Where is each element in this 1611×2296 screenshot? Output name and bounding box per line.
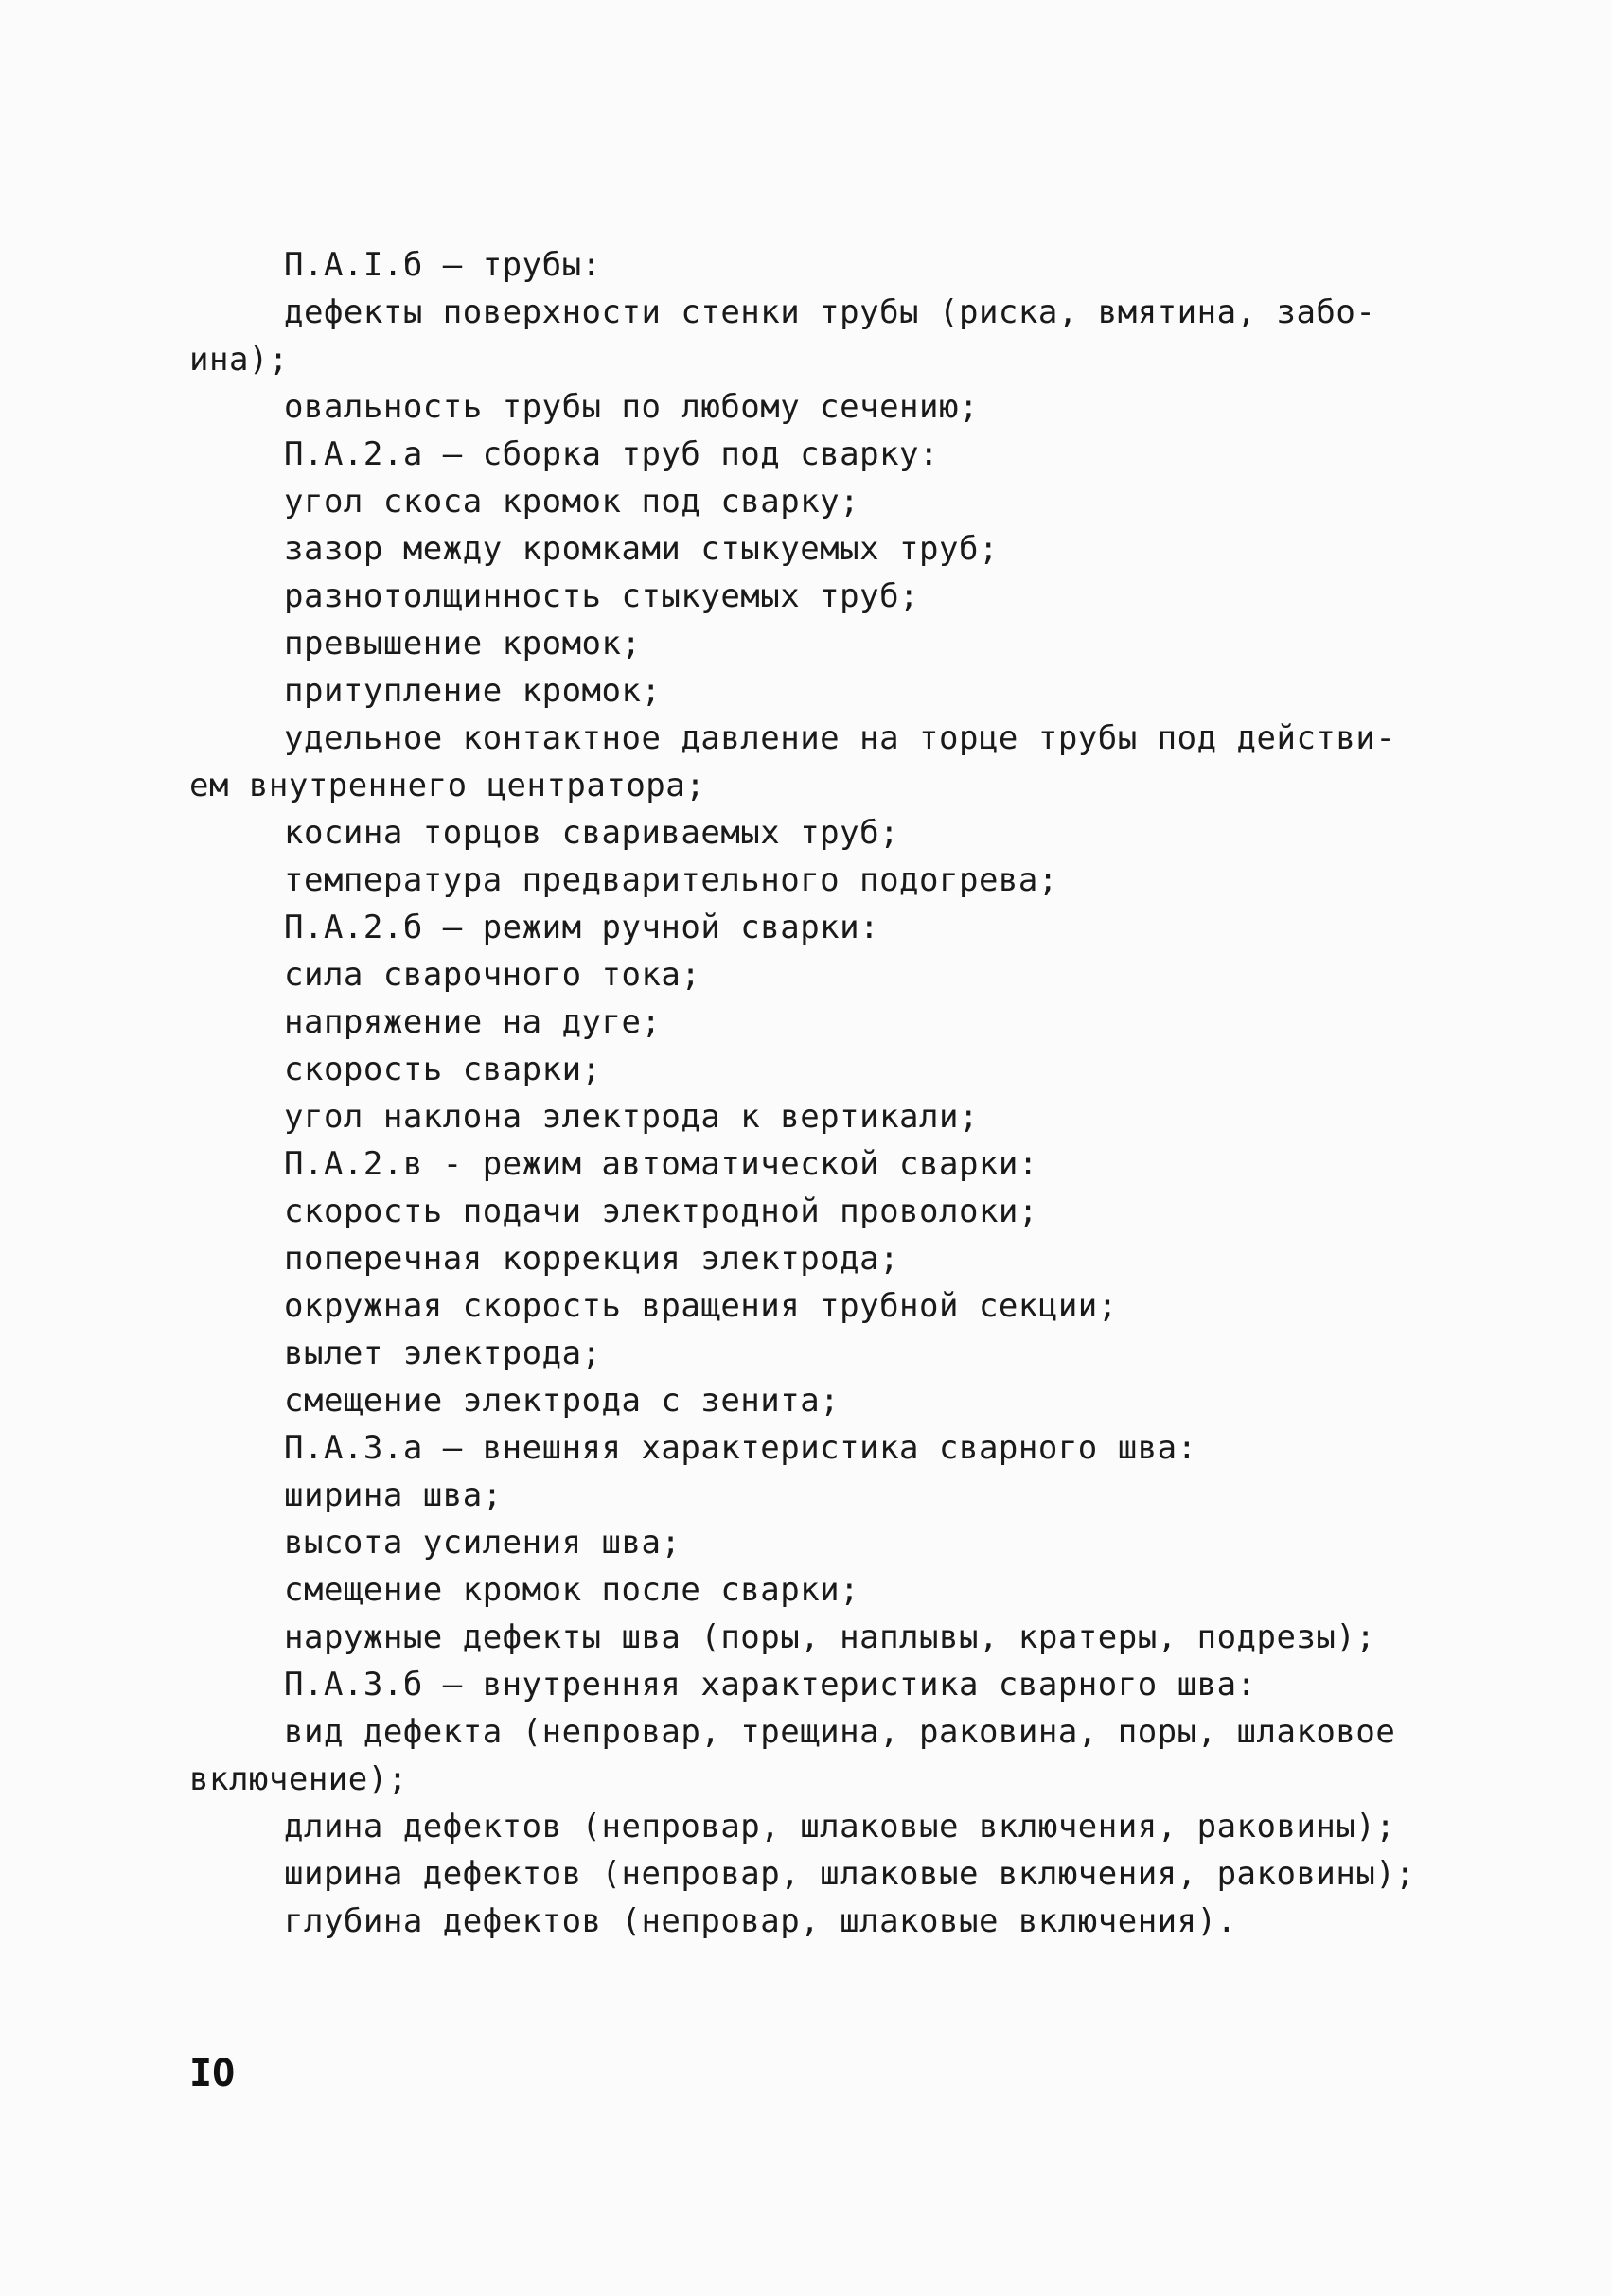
text-line: превышение кромок; — [284, 625, 642, 662]
text-line: удельное контактное давление на торце трубы под действи- — [284, 719, 1396, 757]
text-line: П.А.3.а – внешняя характеристика сварного шва: — [284, 1429, 1197, 1467]
text-line: окружная скорость вращения трубной секции; — [284, 1287, 1118, 1325]
text-line: овальность трубы по любому сечению; — [284, 388, 979, 426]
text-line: ширина дефектов (непровар, шлаковые включения, раковины); — [284, 1855, 1416, 1893]
text-line: поперечная коррекция электрода; — [284, 1240, 900, 1278]
text-line: П.А.2.в - режим автоматической сварки: — [284, 1145, 1038, 1183]
text-line: высота усиления шва; — [284, 1524, 682, 1562]
text-line: угол наклона электрода к вертикали; — [284, 1098, 979, 1136]
text-line: скорость подачи электродной проволоки; — [284, 1192, 1038, 1230]
text-line: угол скоса кромок под сварку; — [284, 483, 860, 521]
text-line: зазор между кромками стыкуемых труб; — [284, 530, 999, 568]
text-line: притупление кромок; — [284, 672, 662, 710]
text-line: включение); — [189, 1760, 408, 1798]
text-line: П.А.I.б – трубы: — [284, 246, 602, 284]
text-line: разнотолщинность стыкуемых труб; — [284, 577, 920, 615]
text-line: вылет электрода; — [284, 1334, 602, 1372]
text-line: П.А.2.б – режим ручной сварки: — [284, 909, 880, 946]
text-line: дефекты поверхности стенки трубы (риска, вмятина, забо- — [284, 293, 1376, 331]
page-number: IO — [189, 2052, 236, 2095]
text-line: смещение электрода с зенита; — [284, 1382, 841, 1420]
text-line: сила сварочного тока; — [284, 956, 701, 994]
text-line: напряжение на дуге; — [284, 1003, 662, 1041]
text-line: П.А.2.а – сборка труб под сварку: — [284, 435, 940, 473]
text-line: ина); — [189, 341, 289, 379]
text-line: смещение кромок после сварки; — [284, 1571, 860, 1609]
text-line: длина дефектов (непровар, шлаковые включения, раковины); — [284, 1808, 1396, 1846]
text-line: скорость сварки; — [284, 1051, 602, 1088]
text-line: ширина шва; — [284, 1476, 503, 1514]
text-line: П.А.3.б – внутренняя характеристика сварного шва: — [284, 1666, 1257, 1704]
text-line: глубина дефектов (непровар, шлаковые включения). — [284, 1902, 1237, 1940]
text-line: наружные дефекты шва (поры, наплывы, кратеры, подрезы); — [284, 1618, 1376, 1656]
text-line: вид дефекта (непровар, трещина, раковина, поры, шлаковое — [284, 1713, 1396, 1751]
text-line: косина торцов свариваемых труб; — [284, 814, 900, 852]
text-line: температура предварительного подогрева; — [284, 861, 1058, 899]
text-line: ем внутреннего центратора; — [189, 767, 706, 804]
